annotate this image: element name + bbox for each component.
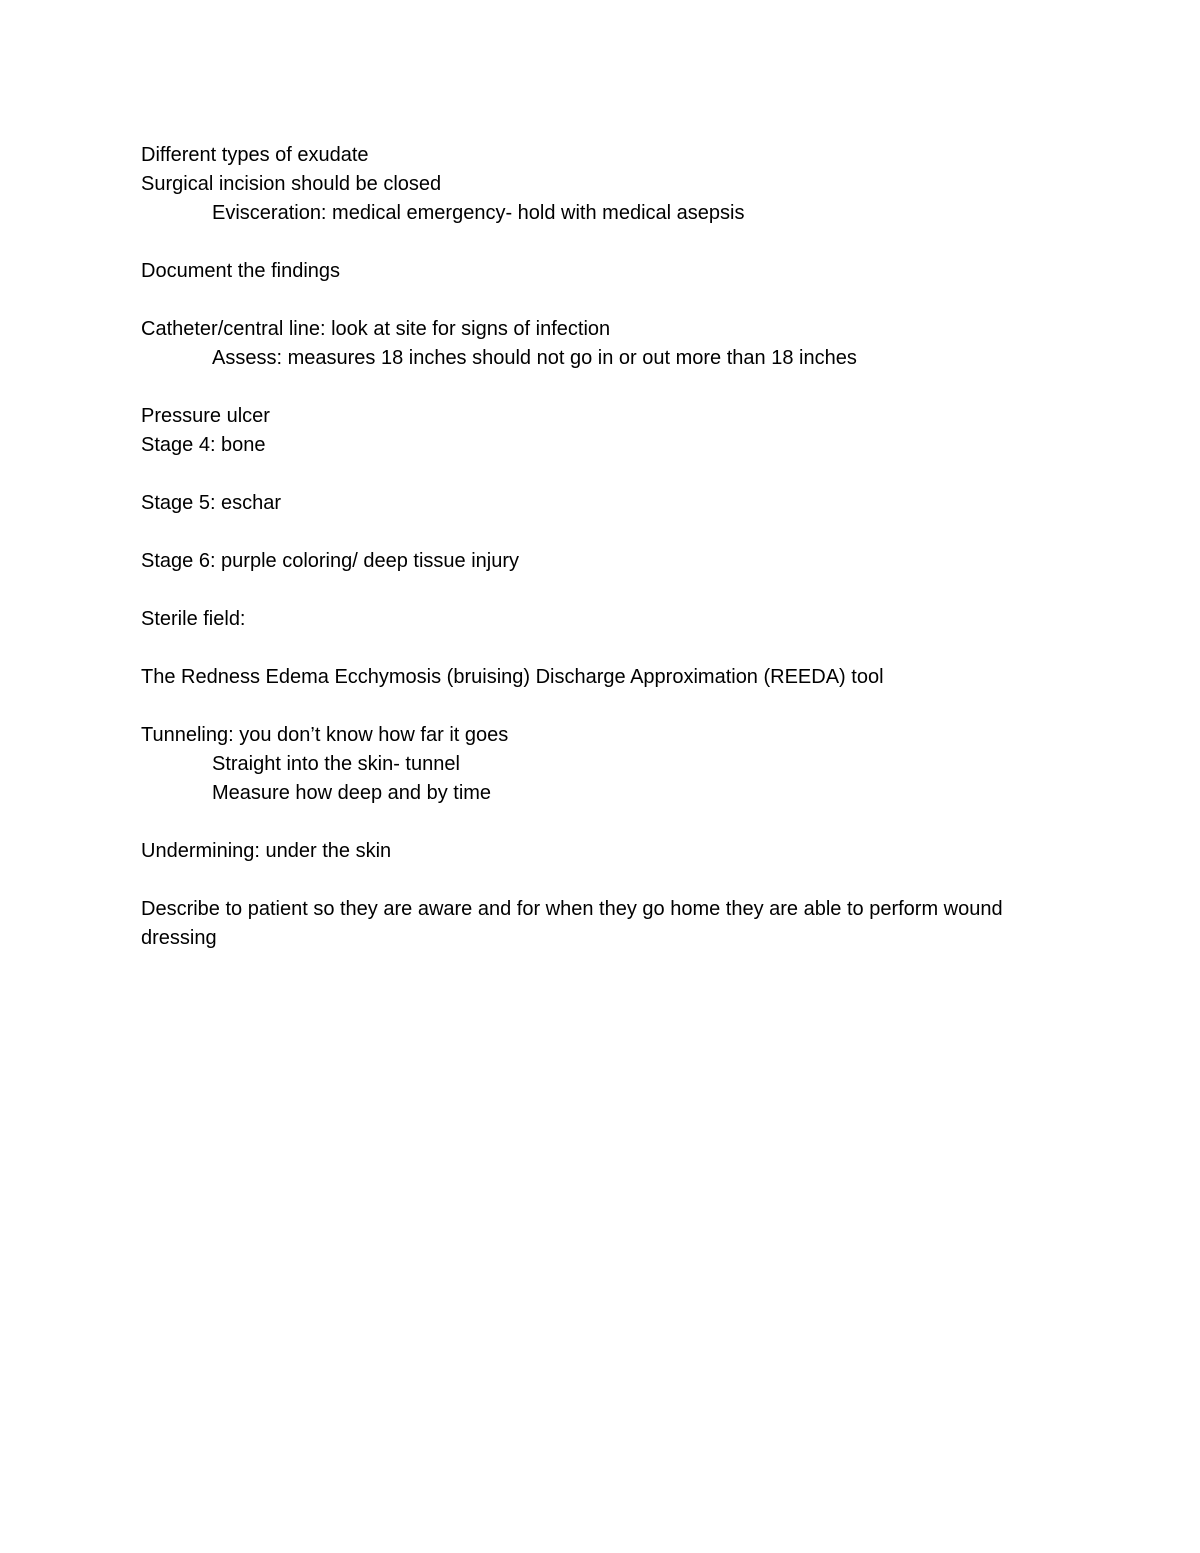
note-line: Catheter/central line: look at site for signs of infection <box>141 318 611 340</box>
blank-line <box>141 634 1041 663</box>
blank-line <box>141 228 1041 257</box>
note-line: Tunneling: you don’t know how far it goes <box>141 724 509 746</box>
note-subline: Evisceration: medical emergency- hold with medical asepsis <box>212 202 745 224</box>
document-body <box>141 141 1041 953</box>
blank-line <box>141 460 1041 489</box>
note-line: Stage 4: bone <box>141 434 266 456</box>
blank-line <box>141 866 1041 895</box>
note-line: Pressure ulcer <box>141 405 270 427</box>
blank-line <box>141 286 1041 315</box>
note-line: Surgical incision should be closed <box>141 173 442 195</box>
blank-line <box>141 518 1041 547</box>
blank-line <box>141 373 1041 402</box>
note-paragraph: Describe to patient so they are aware and for when they go home they are able to perform wound dressing <box>141 898 1009 949</box>
blank-line <box>141 808 1041 837</box>
note-line: Stage 6: purple coloring/ deep tissue injury <box>141 550 520 572</box>
blank-line <box>141 692 1041 721</box>
note-line: Sterile field: <box>141 608 246 630</box>
note-line: Document the findings <box>141 260 341 282</box>
note-subline: Assess: measures 18 inches should not go in or out more than 18 inches <box>212 347 857 369</box>
note-subline: Straight into the skin- tunnel <box>212 753 460 775</box>
blank-line <box>141 576 1041 605</box>
note-subline: Measure how deep and by time <box>212 782 492 804</box>
note-line: Different types of exudate <box>141 144 369 166</box>
note-line: Stage 5: eschar <box>141 492 282 514</box>
note-line: Undermining: under the skin <box>141 840 392 862</box>
note-line: The Redness Edema Ecchymosis (bruising) Discharge Approximation (REEDA) tool <box>141 666 884 688</box>
